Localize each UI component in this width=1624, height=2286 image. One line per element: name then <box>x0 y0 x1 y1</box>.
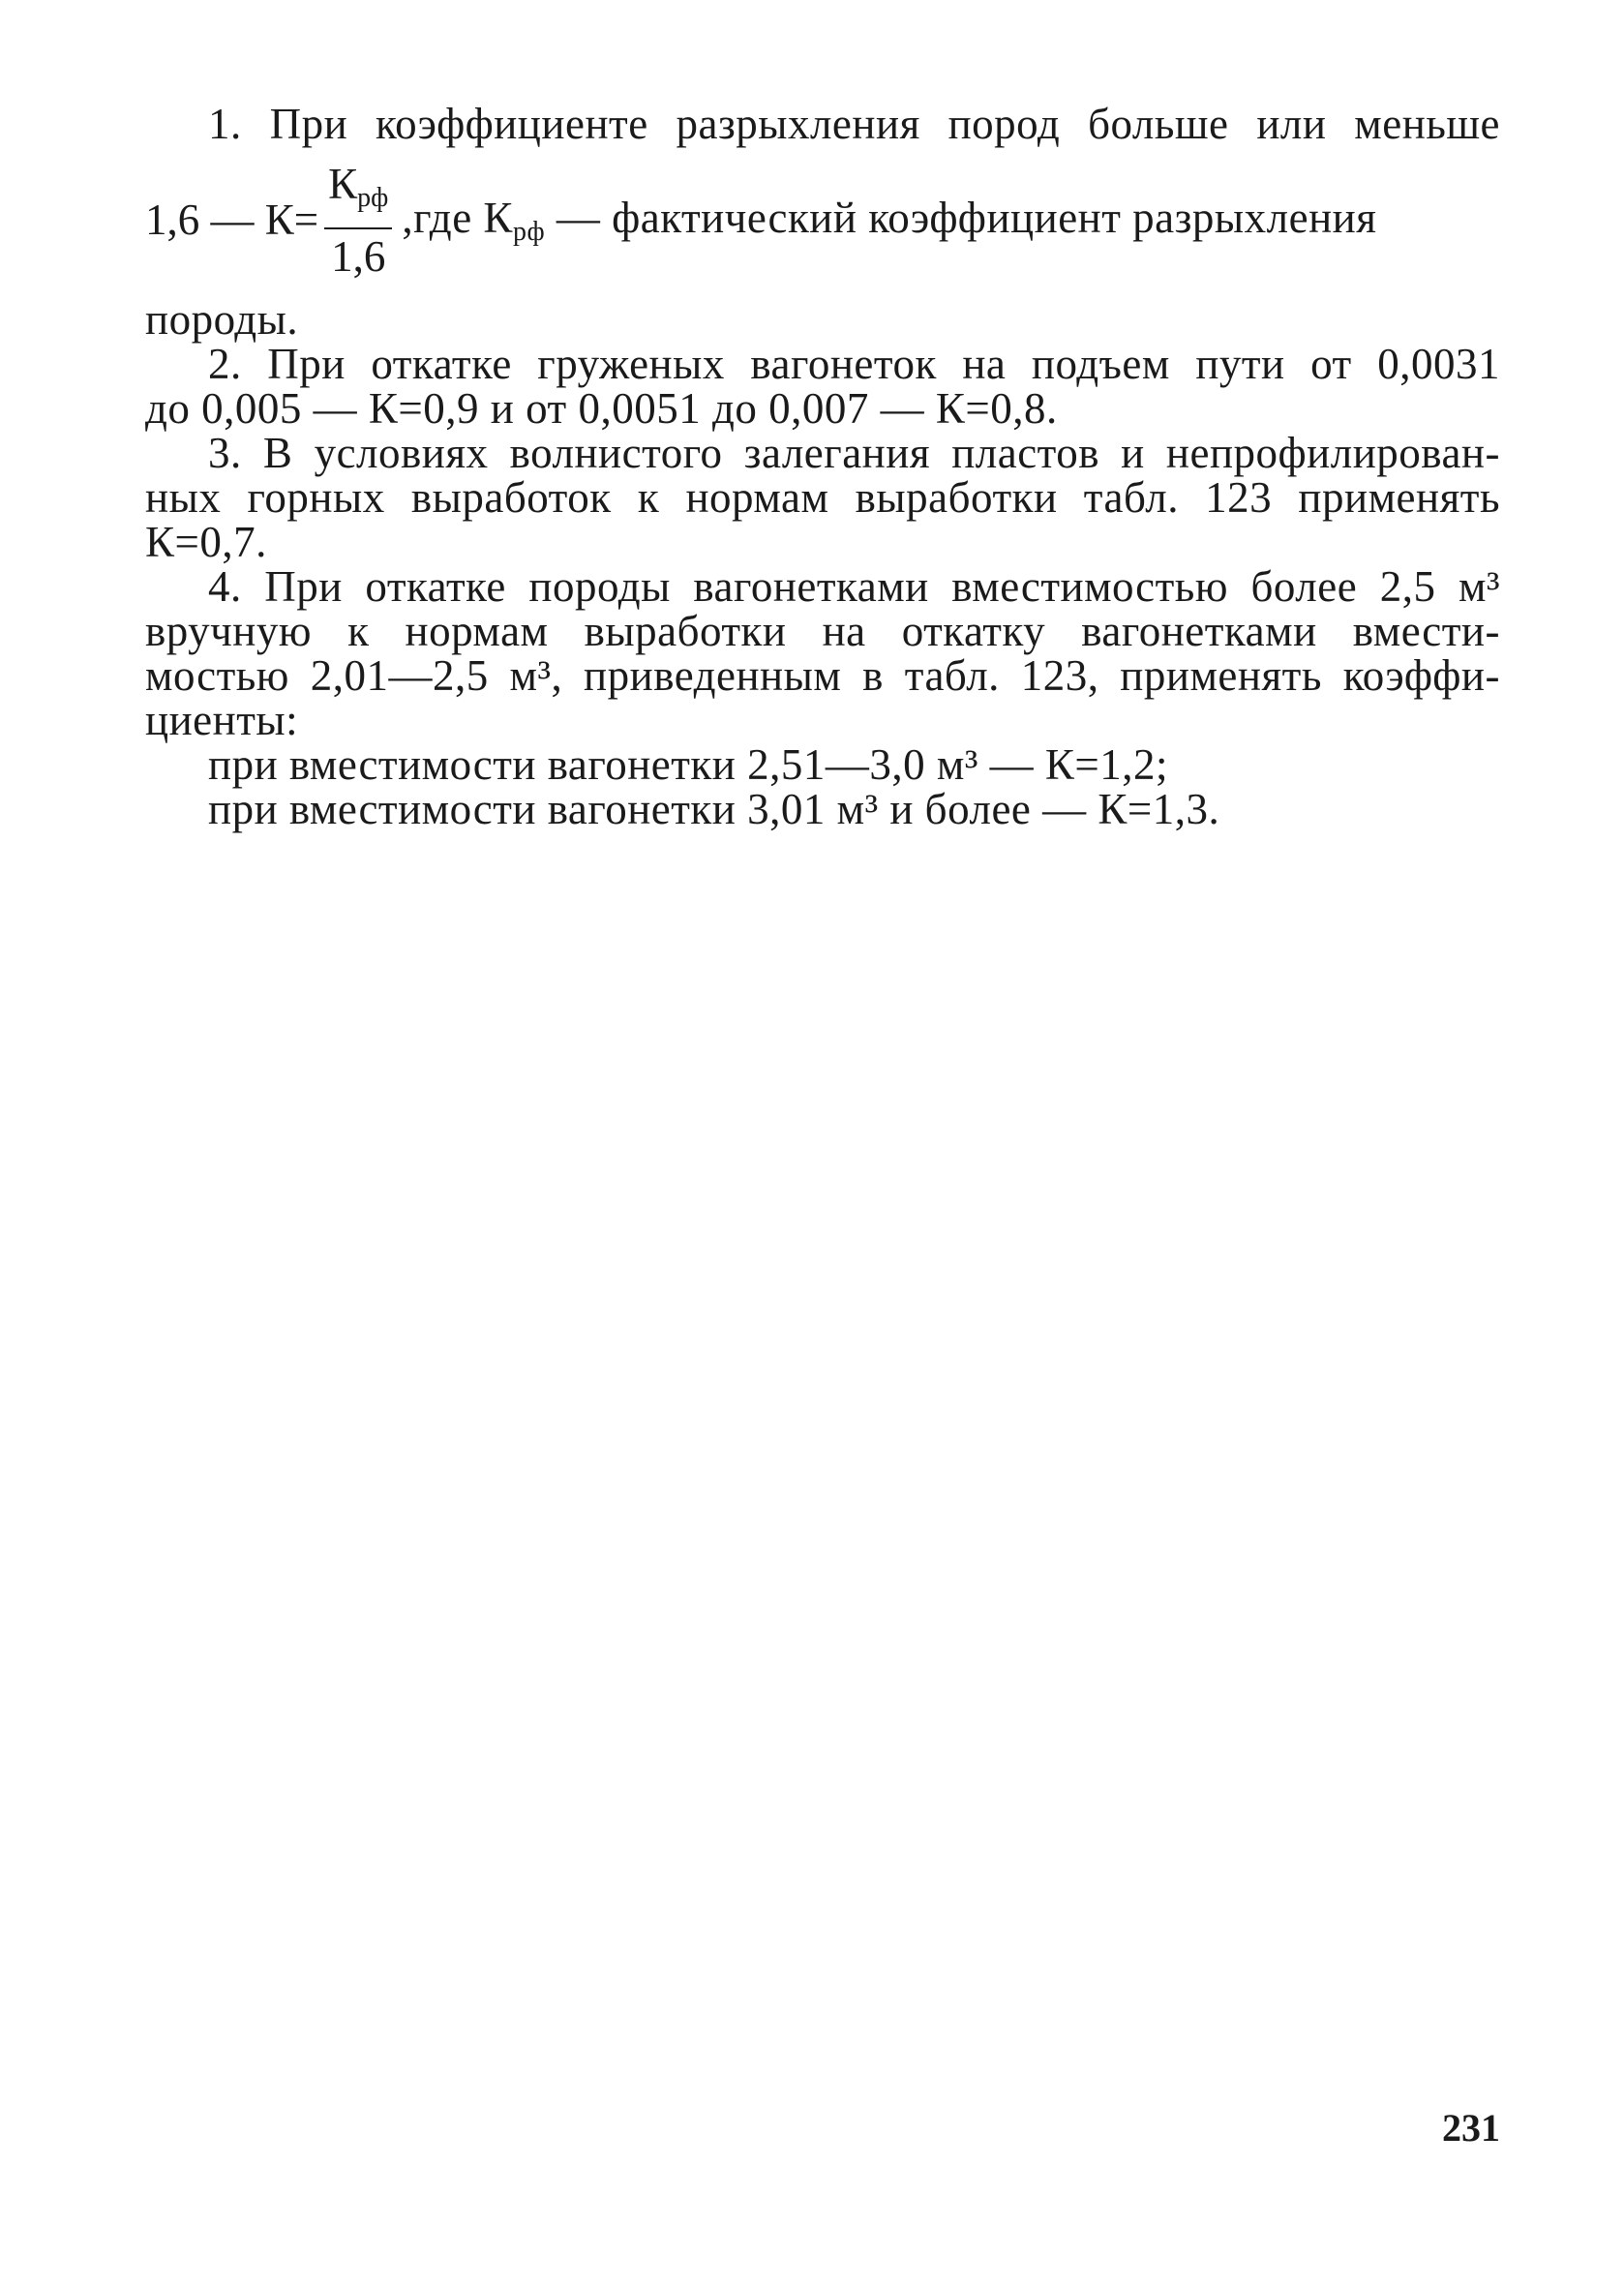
paragraph-4-item-2: при вместимости вагонетки 3,01 м³ и более — К=1,3. <box>208 785 1220 833</box>
fraction-numerator-subscript: рф <box>357 182 389 213</box>
paragraph-3-line-1: 3. В условиях волнистого залегания пластов и непрофилирован- <box>208 429 1500 477</box>
fraction-denominator: 1,6 <box>331 231 386 281</box>
paragraph-4-line-1: 4. При откатке породы вагонетками вместимостью более 2,5 м³ <box>208 562 1500 611</box>
fraction-numerator-letter: К <box>328 159 358 208</box>
page-number: 231 <box>1442 2106 1500 2150</box>
page-body <box>145 102 1500 831</box>
formula-lead: 1,6 — К= <box>145 196 319 244</box>
paragraph-3 <box>145 431 1500 564</box>
paragraph-2-line-2: до 0,005 — К=0,9 и от 0,0051 до 0,007 — К=0,8. <box>145 384 1058 433</box>
formula-line <box>145 152 1500 287</box>
paragraph-1 <box>145 102 1500 342</box>
formula-tail-b: — фактический коэффициент разрыхления <box>545 193 1377 242</box>
fraction-numerator <box>324 161 392 227</box>
paragraph-4-item-1: при вместимости вагонетки 2,51—3,0 м³ — К=1,2; <box>208 740 1168 789</box>
formula-tail <box>402 193 1500 248</box>
paragraph-4-line-4: циенты: <box>145 696 299 744</box>
paragraph-3-line-3: К=0,7. <box>145 518 267 566</box>
paragraph-2-line-1: 2. При откатке груженых вагонеток на подъем пути от 0,0031 <box>208 340 1500 388</box>
paragraph-4-line-2: вручную к нормам выработки на откатку вагонетками вмести- <box>145 607 1500 655</box>
paragraph-3-line-2: ных горных выработок к нормам выработки табл. 123 применять <box>145 473 1500 522</box>
fraction <box>324 161 392 280</box>
formula-tail-subscript: рф <box>512 216 546 247</box>
paragraph-1-line-3: породы. <box>145 295 299 344</box>
paragraph-4-line-3: мостью 2,01—2,5 м³, приведенным в табл. 123, применять коэффи- <box>145 651 1500 700</box>
paragraph-1-line-1: 1. При коэффициенте разрыхления пород больше или меньше <box>208 100 1500 148</box>
formula-tail-text <box>402 193 1376 248</box>
formula-tail-a: ,где К <box>402 193 513 242</box>
paragraph-4 <box>145 564 1500 831</box>
paragraph-2 <box>145 342 1500 431</box>
